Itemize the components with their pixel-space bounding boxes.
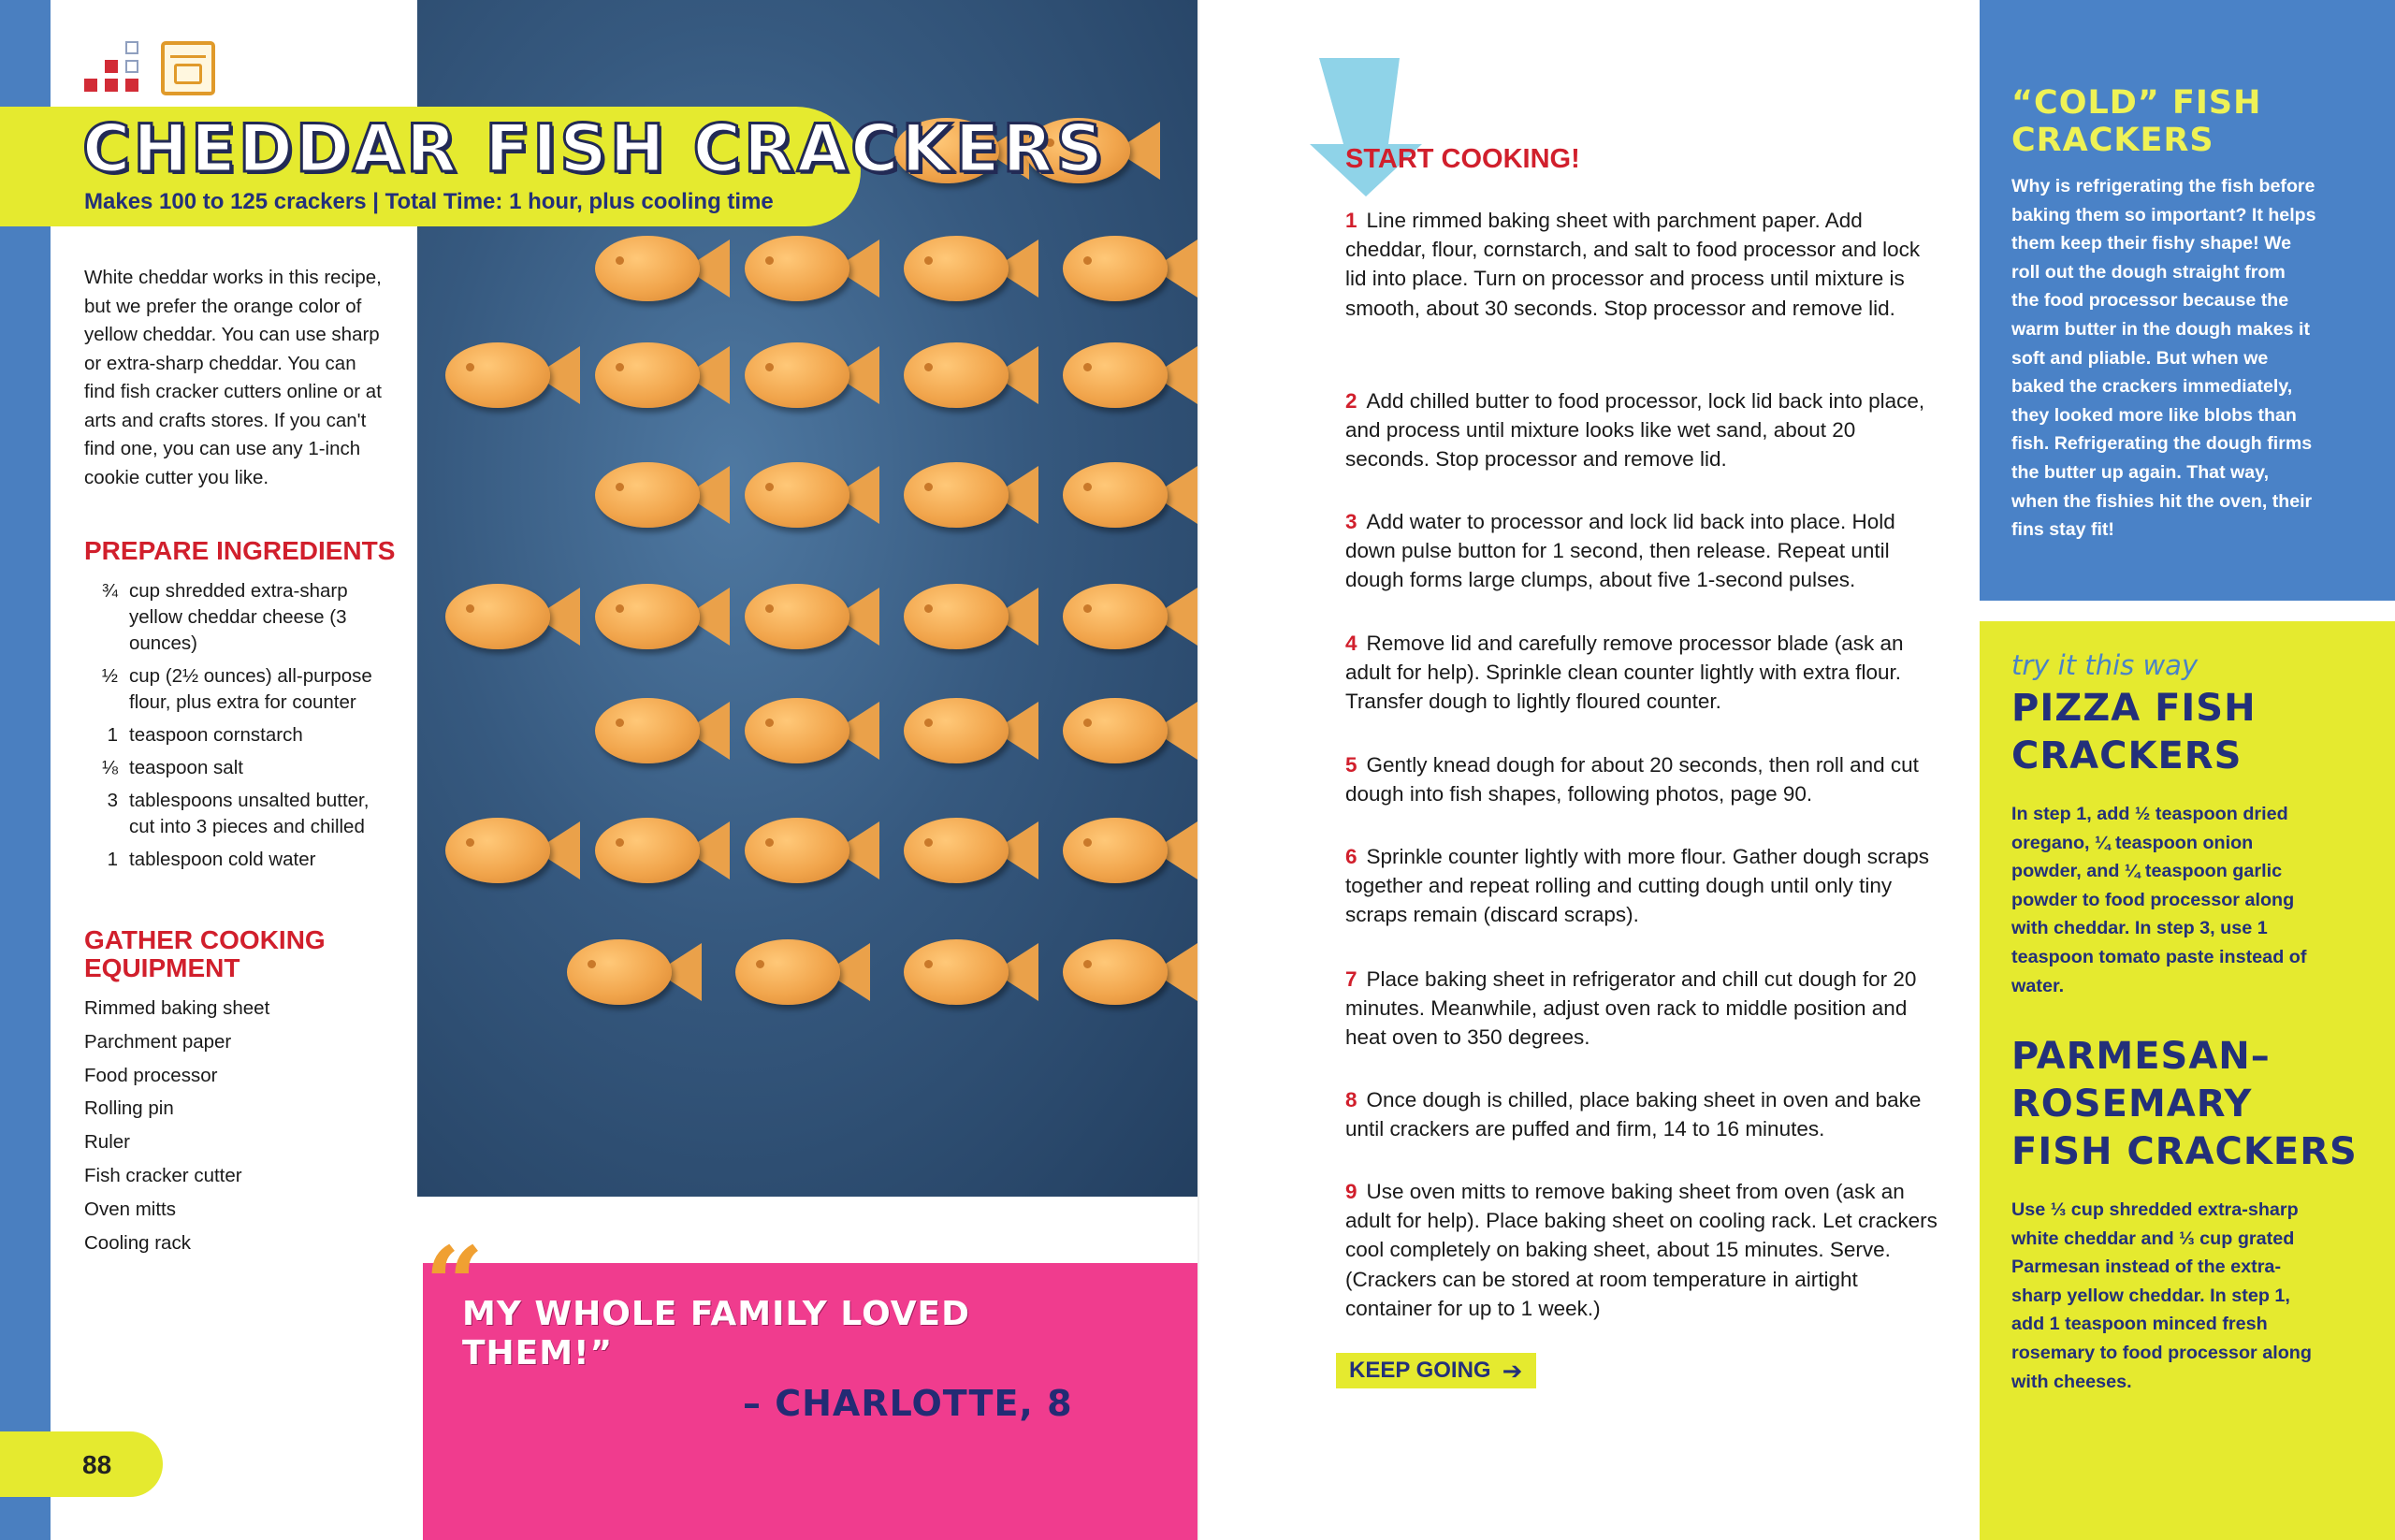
fish-cracker xyxy=(745,232,885,305)
equipment-item: Food processor xyxy=(84,1064,218,1086)
recipe-step xyxy=(1345,750,1944,808)
recipe-step xyxy=(1345,1177,1944,1323)
step-number: 3 xyxy=(1345,510,1357,533)
ingredient-item xyxy=(84,578,393,657)
fish-cracker xyxy=(904,814,1044,887)
fish-cracker xyxy=(745,458,885,531)
fish-cracker xyxy=(904,936,1044,1009)
pizza-variation-heading: PIZZA FISH CRACKERS xyxy=(2011,687,2257,777)
step-text: Add water to processor and lock lid back into place. Hold down pulse button for 1 second, then release. Repeat until dough forms large clumps, about five 1-second pulses. xyxy=(1345,510,1895,592)
ingredient-text: cup (2½ ounces) all-purpose flour, plus extra for counter xyxy=(129,665,372,713)
ingredient-text: tablespoon cold water xyxy=(129,849,316,870)
equipment-item: Oven mitts xyxy=(84,1198,176,1220)
equipment-item: Cooling rack xyxy=(84,1231,191,1254)
recipe-intro: White cheddar works in this recipe, but we prefer the orange color of yellow cheddar. You can use sharp or extra-sharp cheddar. You can find fish cracker cutters online or at arts and crafts stores. If you can't find one, you can use any 1-inch cookie cutter you like. xyxy=(84,267,382,488)
step-number: 6 xyxy=(1345,845,1357,868)
start-cooking-heading: START COOKING! xyxy=(1345,144,1580,174)
step-text: Gently knead dough for about 20 seconds, then roll and cut dough into fish shapes, following photos, page 90. xyxy=(1345,753,1919,806)
recipe-step xyxy=(1345,965,1944,1053)
fish-cracker xyxy=(595,694,735,767)
step-text: Place baking sheet in refrigerator and chill cut dough for 20 minutes. Meanwhile, adjust oven rack to middle position and heat oven to 350 degrees. xyxy=(1345,967,1917,1050)
fish-cracker xyxy=(445,339,586,412)
step-text: Sprinkle counter lightly with more flour. Gather dough scraps together and repeat rolling and cutting dough until only tiny scraps remain (discard scraps). xyxy=(1345,845,1930,927)
step-number: 8 xyxy=(1345,1088,1357,1111)
step-text: Add chilled butter to food processor, lock lid back into place, and process until mixture looks like wet sand, about 20 seconds. Stop processor and remove lid. xyxy=(1345,389,1925,472)
gather-equipment-heading: GATHER COOKING EQUIPMENT xyxy=(84,925,326,982)
fish-cracker xyxy=(1063,580,1198,653)
right-arrow-icon: ➔ xyxy=(1502,1356,1523,1385)
fish-cracker xyxy=(1063,458,1198,531)
fish-cracker xyxy=(1063,814,1198,887)
ingredient-item xyxy=(84,663,393,716)
step-number: 9 xyxy=(1345,1180,1357,1203)
ingredient-quantity: 1 xyxy=(107,724,118,746)
page-number-tab xyxy=(0,1431,163,1497)
fish-cracker xyxy=(745,694,885,767)
step-text: Once dough is chilled, place baking sheet in oven and bake until crackers are puffed and firm, 14 to 16 minutes. xyxy=(1345,1088,1922,1141)
ingredient-quantity: ⅛ xyxy=(101,757,118,778)
ingredient-item xyxy=(84,847,393,873)
fish-cracker xyxy=(1063,232,1198,305)
fish-cracker xyxy=(595,232,735,305)
quote-marks: “ xyxy=(425,1224,485,1344)
step-text: Remove lid and carefully remove processor blade (ask an adult for help). Sprinkle clean counter lightly with extra flour. Transfer dough to lightly floured counter. xyxy=(1345,632,1904,714)
fish-cracker xyxy=(1063,339,1198,412)
equipment-item: Rimmed baking sheet xyxy=(84,997,270,1019)
cold-crackers-heading: “COLD” FISH CRACKERS xyxy=(2011,84,2262,159)
left-page-edge xyxy=(0,0,51,1540)
recipe-step xyxy=(1345,507,1944,595)
recipe-step xyxy=(1345,1085,1944,1143)
recipe-title: CHEDDAR FISH CRACKERS xyxy=(82,110,1106,187)
step-text: Line rimmed baking sheet with parchment paper. Add cheddar, flour, cornstarch, and salt to food processor and lock lid into place. Turn on processor and process until mixture is smooth, about 30 seconds. Stop processor and remove lid. xyxy=(1345,209,1921,320)
fish-cracker xyxy=(595,458,735,531)
step-number: 7 xyxy=(1345,967,1357,991)
equipment-item: Fish cracker cutter xyxy=(84,1164,242,1186)
ingredient-item xyxy=(84,755,393,781)
fish-cracker xyxy=(904,458,1044,531)
fish-cracker xyxy=(595,339,735,412)
ingredient-item xyxy=(84,788,393,840)
fish-cracker xyxy=(567,936,707,1009)
fish-cracker xyxy=(745,339,885,412)
recipe-step xyxy=(1345,206,1944,323)
ingredient-quantity: ½ xyxy=(101,665,118,687)
fish-cracker xyxy=(745,580,885,653)
quote-attribution: – CHARLOTTE, 8 xyxy=(743,1383,1073,1424)
page-number: 88 xyxy=(82,1450,112,1479)
cold-crackers-body: Why is refrigerating the fish before baking them so important? It helps them keep their fishy shape! We roll out the dough straight from the food processor because the warm butter in the dough makes it soft and pliable. But when we baked the crackers immediately, they looked more like blobs than fish. Refrigerating the dough firms the butter up again. That way, when the fishies hit the oven, their fins stay fit! xyxy=(2011,176,2316,541)
fish-cracker xyxy=(745,814,885,887)
step-text: Use oven mitts to remove baking sheet from oven (ask an adult for help). Place baking sheet on cooling rack. Let crackers cool completely on baking sheet, about 15 minutes. Serve. (Crackers can be stored at room temperature in airtight container for up to 1 week.) xyxy=(1345,1180,1938,1320)
step-number: 1 xyxy=(1345,209,1357,232)
equipment-item: Parchment paper xyxy=(84,1030,232,1053)
keep-going-label: KEEP GOING xyxy=(1349,1358,1491,1383)
ingredient-quantity: 3 xyxy=(107,790,118,811)
ingredient-text: teaspoon cornstarch xyxy=(129,724,303,746)
ingredient-text: teaspoon salt xyxy=(129,757,243,778)
try-it-label: try it this way xyxy=(2011,649,2199,681)
down-arrow-icon xyxy=(1306,51,1426,200)
equipment-item: Ruler xyxy=(84,1131,130,1154)
fish-cracker xyxy=(1063,936,1198,1009)
equipment-item: Rolling pin xyxy=(84,1097,174,1120)
difficulty-squares-icon xyxy=(84,41,142,99)
ingredient-text: cup shredded extra-sharp yellow cheddar cheese (3 ounces) xyxy=(129,580,348,654)
spread-gutter xyxy=(1198,0,1199,1540)
fish-cracker xyxy=(735,936,876,1009)
ingredient-text: tablespoons unsalted butter, cut into 3 pieces and chilled xyxy=(129,790,370,837)
recipe-step xyxy=(1345,386,1944,474)
ingredient-quantity: 1 xyxy=(107,849,118,870)
fish-cracker xyxy=(904,232,1044,305)
recipe-yield-time: Makes 100 to 125 crackers | Total Time: 1 hour, plus cooling time xyxy=(84,189,774,214)
parmesan-variation-heading: PARMESAN–ROSEMARY FISH CRACKERS xyxy=(2011,1035,2358,1173)
recipe-step xyxy=(1345,842,1944,930)
fish-cracker xyxy=(595,814,735,887)
fish-cracker xyxy=(904,694,1044,767)
parmesan-variation-body: Use ⅓ cup shredded extra-sharp white cheddar and ⅓ cup grated Parmesan instead of the extra-sharp yellow cheddar. In step 1, add 1 teaspoon minced fresh rosemary to food processor along with cheeses. xyxy=(2011,1199,2312,1392)
ingredient-quantity: ¾ xyxy=(101,580,118,602)
step-number: 5 xyxy=(1345,753,1357,777)
fish-cracker xyxy=(445,814,586,887)
step-number: 2 xyxy=(1345,389,1357,413)
fish-cracker xyxy=(904,339,1044,412)
fish-cracker xyxy=(445,580,586,653)
recipe-step xyxy=(1345,629,1944,717)
ingredient-item xyxy=(84,722,393,748)
prepare-ingredients-heading: PREPARE INGREDIENTS xyxy=(84,536,396,565)
oven-icon xyxy=(161,41,215,95)
fish-cracker xyxy=(904,580,1044,653)
fish-cracker xyxy=(595,580,735,653)
step-number: 4 xyxy=(1345,632,1357,655)
fish-cracker xyxy=(1063,694,1198,767)
equipment-list xyxy=(84,992,269,1259)
ingredient-list xyxy=(84,578,393,879)
quote-text: MY WHOLE FAMILY LOVED THEM!” xyxy=(462,1295,971,1373)
keep-going-button[interactable] xyxy=(1336,1353,1536,1388)
pizza-variation-body: In step 1, add ½ teaspoon dried oregano, ¼ teaspoon onion powder, and ¼ teaspoon garlic powder to food processor along with cheddar. In step 3, use 1 teaspoon tomato paste instead of water. xyxy=(2011,804,2307,996)
